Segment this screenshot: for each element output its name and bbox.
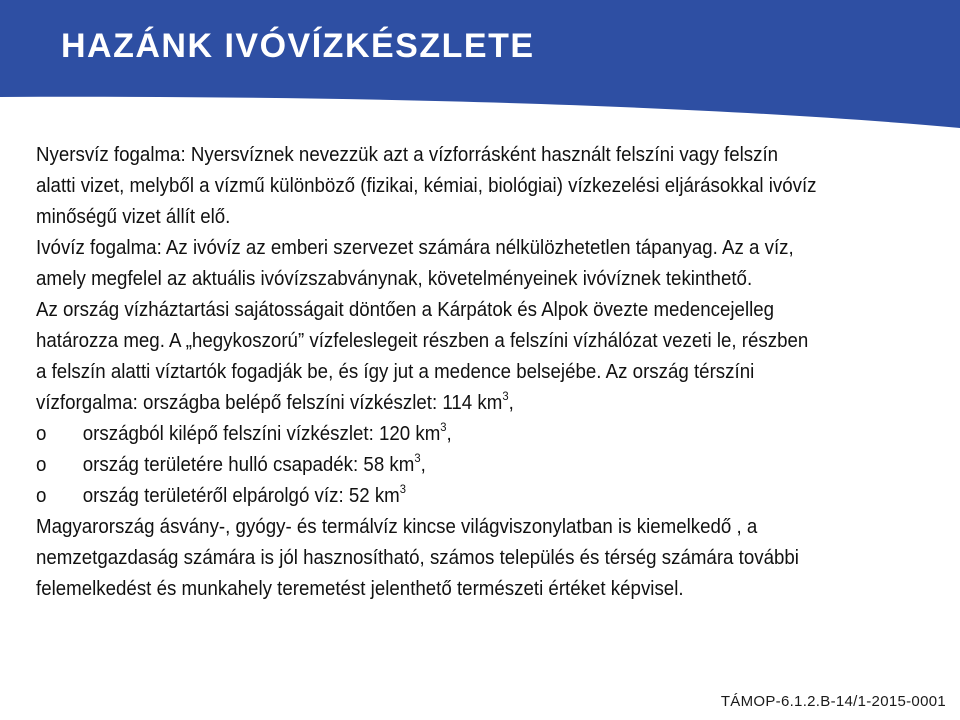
nyersviz-paragraph: Nyersvíz fogalma: Nyersvíznek nevezzük azt a vízforrásként használt felszíni vagy felszín alatti vizet, melyből a vízmű különböző (fizikai, kémiai, biológiai) vízkezelési eljárásokkal ivóvíz minőségű vizet állít elő.	[36, 144, 817, 228]
list-item	[36, 419, 821, 450]
vizhaztartas-text: Az ország vízháztartási sajátosságait döntően a Kárpátok és Alpok övezte medencejelleg határozza meg. A „hegykoszorú” vízfeleslegeit részben a felszíni vízhálózat vezeti le, részben a felszín alatti víztartók fogadják be, és így jut a medence belsejébe. Az ország térszíni vízforgalma: országba belépő felszíni vízkészlet: 114 km	[36, 299, 809, 414]
superscript: 3	[414, 451, 421, 465]
superscript: 3	[440, 420, 447, 434]
list-item	[36, 481, 821, 512]
asvanyviz-paragraph: Magyarország ásvány-, gyógy- és termálvíz kincse világviszonylatban is kiemelkedő , a nemzetgazdaság számára is jól hasznosítható, számos település és térség számára további felemelkedést és munkahely teremetést jelenthető természeti értéket képvisel.	[36, 516, 799, 600]
list-item-text	[83, 481, 406, 512]
slide-title: HAZÁNK IVÓVÍZKÉSZLETE	[61, 27, 535, 65]
superscript: 3	[399, 482, 407, 496]
suffix: ,	[446, 423, 452, 445]
list-item-label: ország területére hulló csapadék: 58 km	[82, 454, 415, 476]
suffix: ,	[508, 392, 514, 414]
vizhaztartas-paragraph	[36, 295, 821, 419]
list-item-text	[83, 419, 452, 450]
superscript: 3	[502, 389, 509, 403]
slide-body	[36, 140, 821, 605]
list-item-label: ország területéről elpárolgó víz: 52 km	[82, 485, 400, 507]
ivoviz-paragraph: Ivóvíz fogalma: Az ivóvíz az emberi szervezet számára nélkülözhetetlen tápanyag. Az a víz, amely megfelel az aktuális ivóvízszabványnak, követelményeinek ivóvíznek tekinthető.	[36, 237, 794, 290]
suffix: ,	[420, 454, 426, 476]
vizforgalom-list	[36, 419, 821, 512]
list-item-text	[83, 450, 426, 481]
bullet-marker: o	[36, 454, 47, 476]
list-item-label: országból kilépő felszíni vízkészlet: 120 km	[82, 423, 441, 445]
bullet-marker: o	[36, 485, 47, 507]
bullet-marker: o	[36, 423, 47, 445]
footer-project-code: TÁMOP-6.1.2.B-14/1-2015-0001	[720, 693, 946, 710]
list-item	[36, 450, 821, 481]
